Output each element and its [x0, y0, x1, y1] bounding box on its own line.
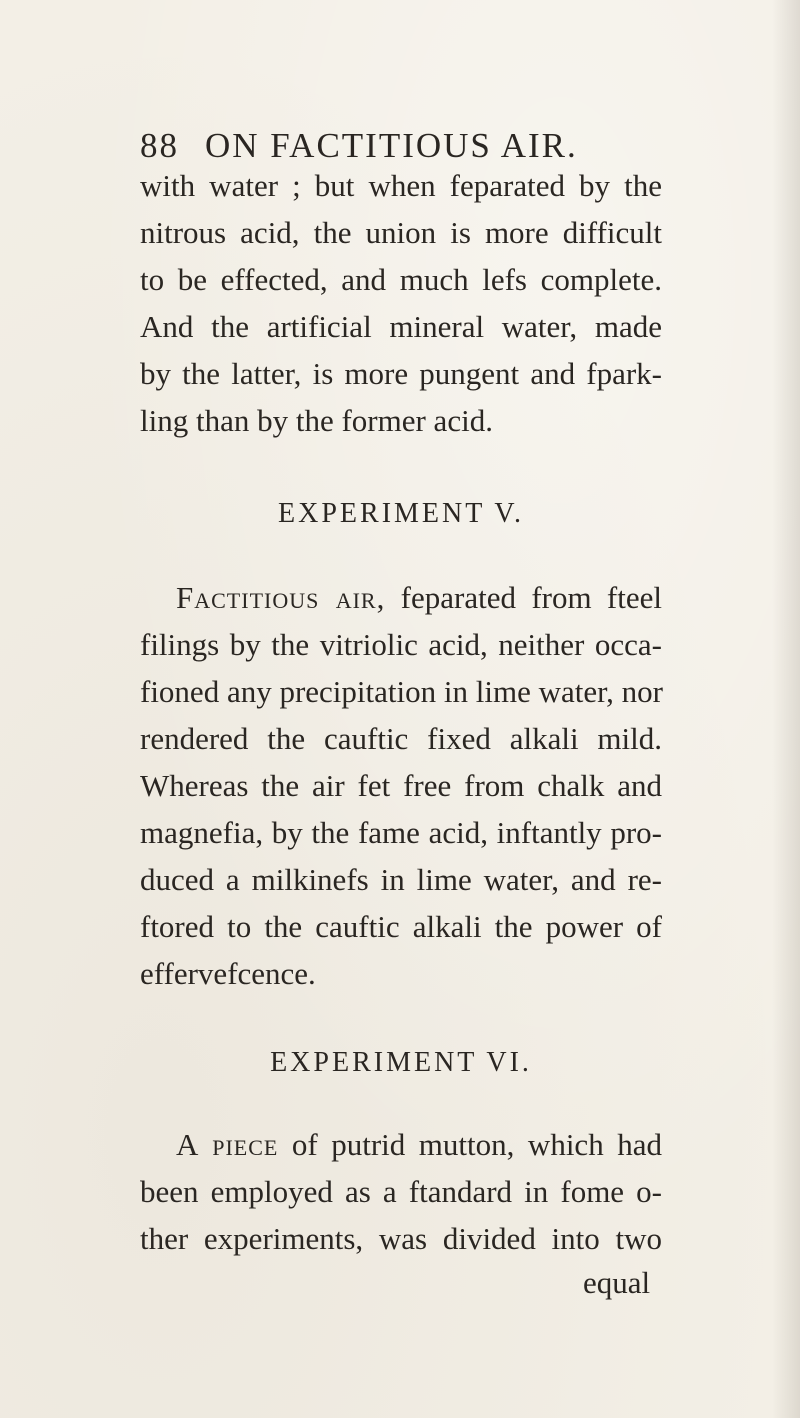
- catchword: equal: [583, 1265, 651, 1300]
- text-line: with water ; but when feparated by the: [140, 168, 662, 203]
- page-edge-shadow: [772, 0, 800, 1418]
- running-header: [140, 126, 578, 166]
- text-line: duced a milkinefs in lime water, and re-: [140, 862, 662, 897]
- text-line: ther experiments, was divided into two: [140, 1221, 662, 1256]
- text-line: rendered the cauftic fixed alkali mild.: [140, 721, 662, 756]
- text-line: effervefcence.: [140, 956, 316, 991]
- lead-line-rest: feparated from fteel: [385, 580, 662, 615]
- section-heading: EXPERIMENT V.: [278, 498, 524, 529]
- text-line: filings by the vitriolic acid, neither occa-: [140, 627, 662, 662]
- lead-words: A piece: [176, 1127, 279, 1162]
- section-heading: EXPERIMENT VI.: [270, 1047, 532, 1078]
- text-line-lead: [176, 578, 662, 618]
- lead-words: Factitious air,: [176, 580, 386, 615]
- text-line: been employed as a ftandard in fome o-: [140, 1174, 662, 1209]
- text-line: magnefia, by the fame acid, inftantly pro-: [140, 815, 662, 850]
- text-line: And the artificial mineral water, made: [140, 309, 662, 344]
- text-line: nitrous acid, the union is more difficult: [140, 215, 662, 250]
- text-line: Whereas the air fet free from chalk and: [140, 768, 662, 803]
- text-line: ling than by the former acid.: [140, 403, 493, 438]
- text-line: by the latter, is more pungent and fpark-: [140, 356, 662, 391]
- page-number: 88: [140, 126, 179, 165]
- text-line: fioned any precipitation in lime water, nor: [140, 674, 664, 709]
- text-line: ftored to the cauftic alkali the power of: [140, 909, 662, 944]
- text-line-lead: [176, 1125, 662, 1165]
- running-title: ON FACTITIOUS AIR.: [205, 126, 578, 165]
- text-line: to be effected, and much lefs complete.: [140, 262, 662, 297]
- lead-line-rest: of putrid mutton, which had: [278, 1127, 662, 1162]
